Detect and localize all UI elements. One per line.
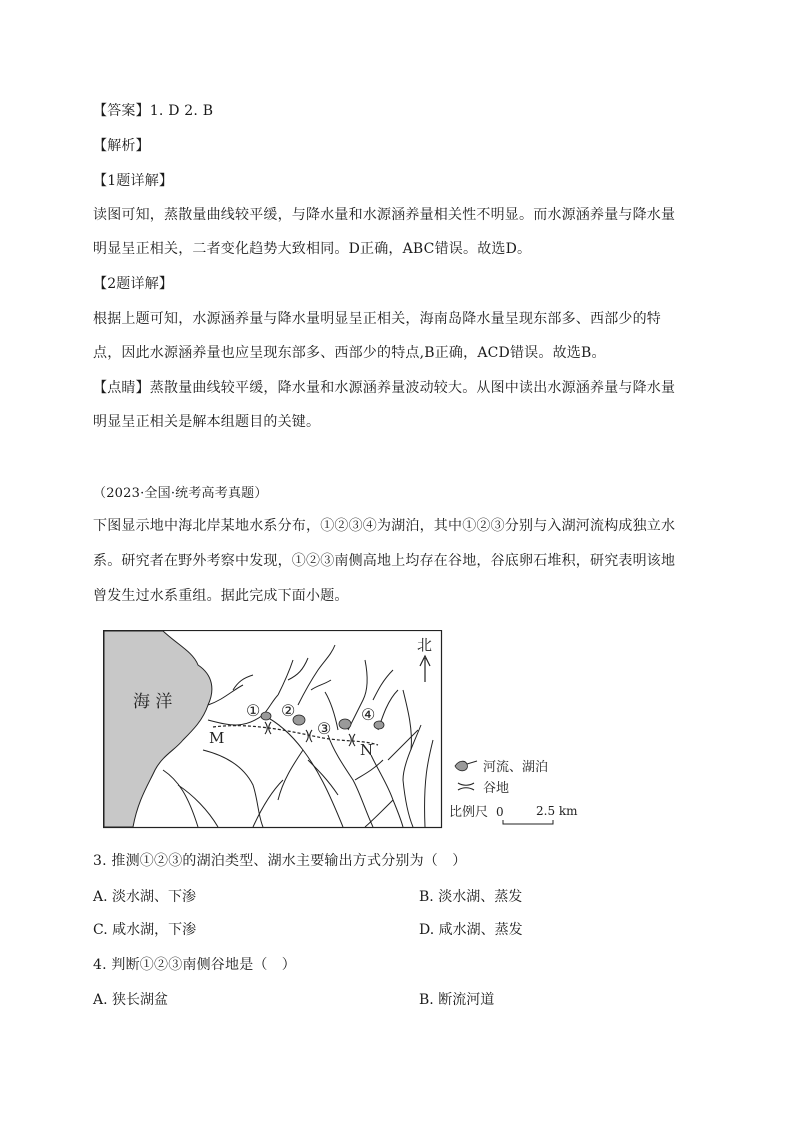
ocean-label: 海 洋	[133, 692, 173, 712]
tip-text-2: 明显呈正相关是解本组题目的关键。	[93, 414, 321, 430]
lake-label-4: ④	[361, 705, 376, 724]
legend-river-lake-label: 河流、湖泊	[483, 760, 549, 775]
q2-detail-text-1: 根据上题可知，水源涵养量与降水量明显呈正相关，海南岛降水量呈现东部多、西部少的特	[93, 311, 661, 327]
question-stem-2: 系。研究者在野外考察中发现，①②③南侧高地上均存在谷地，谷底卵石堆积，研究表明该地	[93, 553, 676, 569]
lake-label-2: ②	[281, 701, 296, 720]
q2-detail-header: 【2题详解】	[93, 276, 174, 292]
question-stem-1: 下图显示地中海北岸某地水系分布，①②③④为湖泊，其中①②③分别与入湖河流构成独立水	[93, 518, 676, 534]
question-4-option-b[interactable]: B. 断流河道	[419, 992, 495, 1008]
q1-detail-text-2: 明显呈正相关，二者变化趋势大致相同。D正确，ABC错误。故选D。	[93, 241, 532, 257]
lake-label-1: ①	[246, 701, 261, 720]
scale-bar	[503, 820, 553, 824]
q1-detail-header: 【1题详解】	[93, 173, 174, 189]
scale-label: 比例尺	[449, 805, 489, 820]
legend-valley-label: 谷地	[483, 781, 510, 796]
question-3-option-b[interactable]: B. 淡水湖、蒸发	[419, 889, 523, 905]
question-4-stem: 4. 判断①②③南侧谷地是（ ）	[93, 957, 297, 973]
legend-valley-icon	[458, 783, 474, 790]
question-3-stem: 3. 推测①②③的湖泊类型、湖水主要输出方式分别为（ ）	[93, 853, 467, 869]
lake-3	[339, 719, 351, 729]
q1-detail-text-1: 读图可知，蒸散量曲线较平缓，与降水量和水源涵养量相关性不明显。而水源涵养量与降水量	[93, 207, 676, 223]
q2-detail-text-2: 点，因此水源涵养量也应呈现东部多、西部少的特点,B正确，ACD错误。故选B。	[93, 345, 606, 361]
lake-label-3: ③	[317, 719, 332, 738]
tip-text-1: 【点睛】蒸散量曲线较平缓，降水量和水源涵养量波动较大。从图中读出水源涵养量与降水量	[93, 380, 676, 396]
answer-line: 【答案】1. D 2. B	[93, 103, 214, 119]
north-label: 北	[417, 636, 433, 654]
point-m: M	[209, 729, 225, 747]
point-n: N	[360, 741, 374, 759]
analysis-header: 【解析】	[93, 138, 150, 154]
question-source: （2023·全国·统考高考真题）	[93, 486, 268, 501]
question-3-option-a[interactable]: A. 淡水湖、下渗	[93, 889, 197, 905]
question-3-option-c[interactable]: C. 咸水湖，下渗	[93, 922, 197, 938]
question-stem-3: 曾发生过水系重组。据此完成下面小题。	[93, 588, 349, 604]
lake-4	[374, 721, 384, 729]
lake-1	[261, 712, 271, 720]
question-4-option-a[interactable]: A. 狭长湖盆	[93, 992, 169, 1008]
legend-river-lake-icon	[455, 761, 467, 771]
scale-value: 2.5 km	[536, 804, 578, 818]
question-3-option-d[interactable]: D. 咸水湖、蒸发	[419, 922, 523, 938]
river-system-map	[103, 630, 593, 830]
scale-zero: 0	[496, 805, 504, 819]
